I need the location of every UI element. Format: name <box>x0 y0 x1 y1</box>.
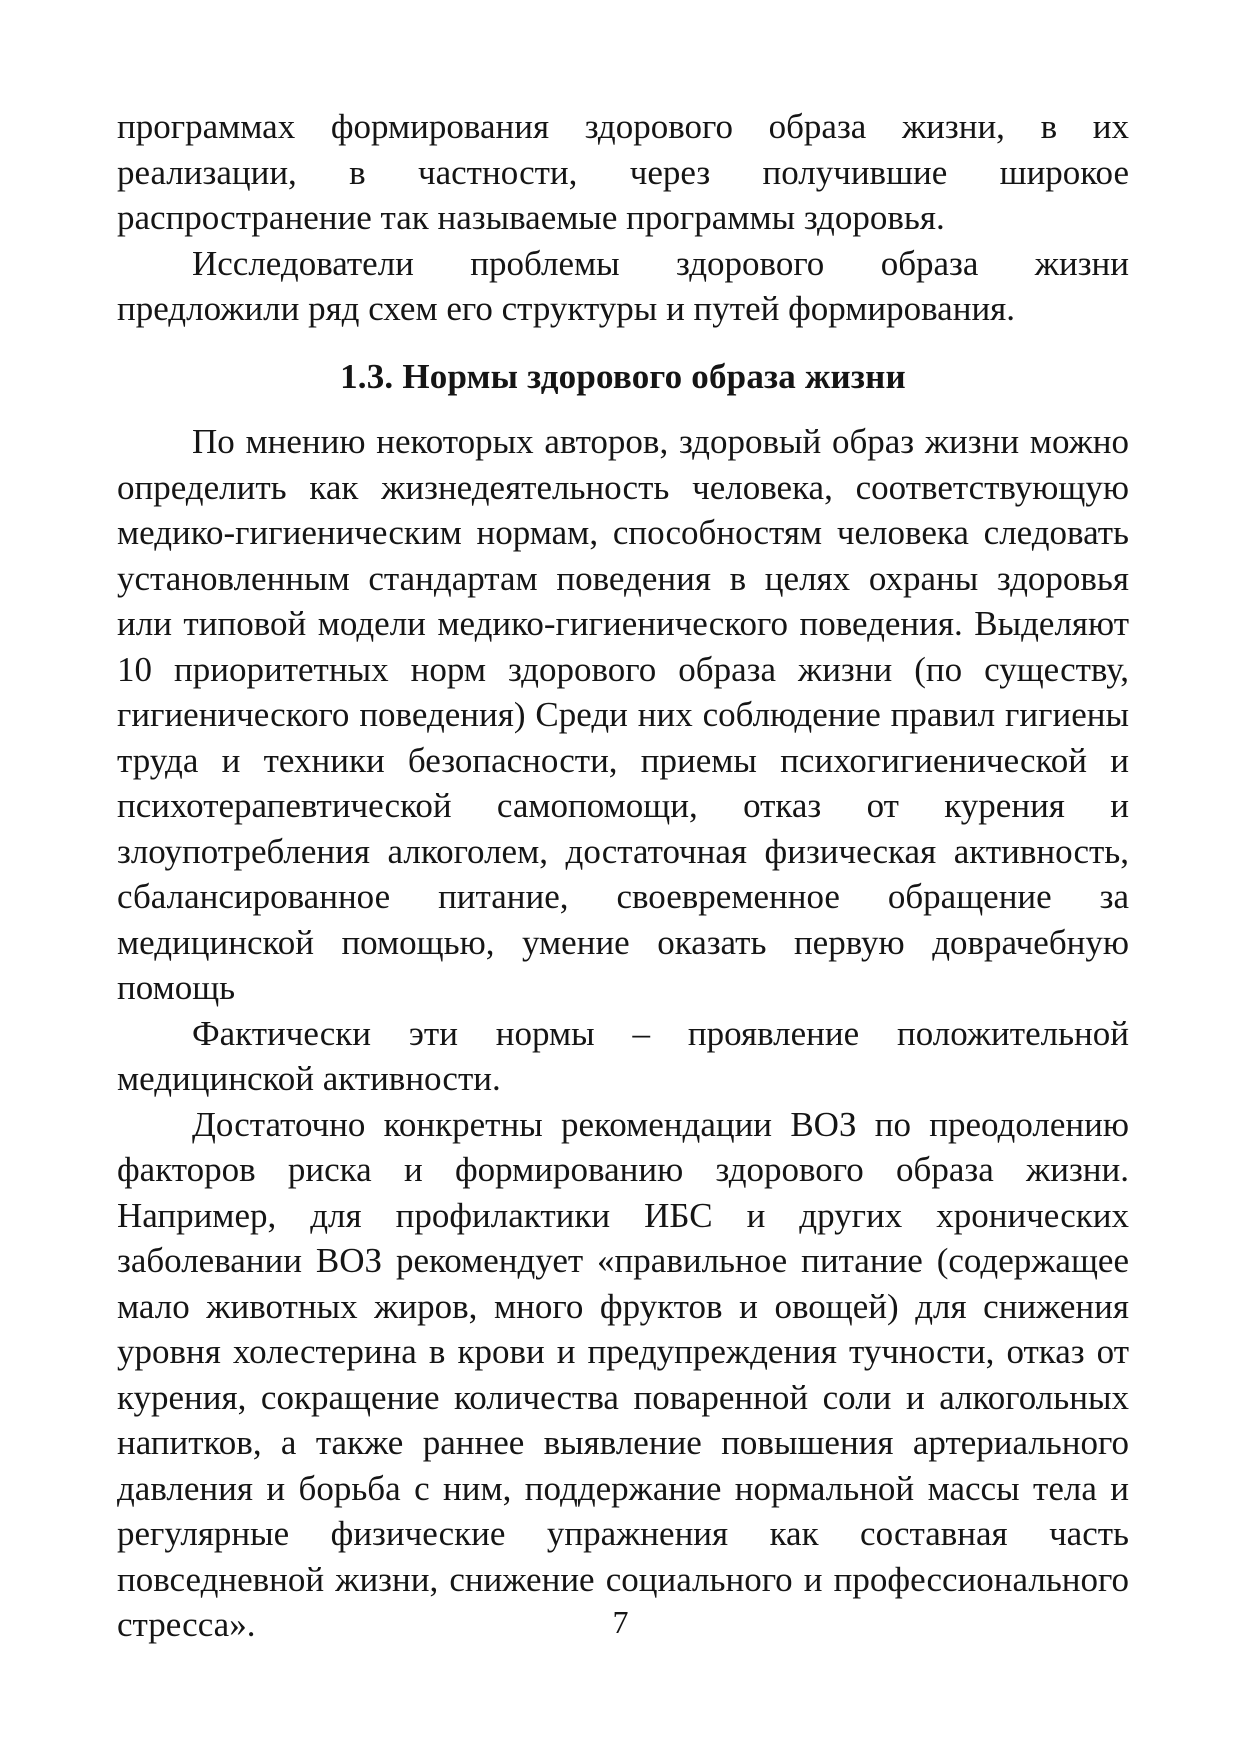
paragraph-continuation: программах формирования здорового образа жизни, в их реализации, в частности, через получившие широкое распространение так называемые программы здоровья. <box>117 107 1129 237</box>
page-body <box>117 104 1129 1648</box>
paragraph-activity: Фактически эти нормы – проявление положительной медицинской активности. <box>117 1013 1129 1098</box>
paragraph-who-recommendations: Достаточно конкретны рекомендации ВОЗ по преодолению факторов риска и формированию здорового образа жизни. Например, для профилактики ИБС и других хронических заболевании ВОЗ рекомендует «правильное питание (содержащее мало животных жиров, много фруктов и овощей) для снижения уровня холестерина в крови и предупреждения тучности, отказ от курения, сокращение количества поваренной соли и алкогольных напитков, а также раннее выявление повышения артериального давления и борьба с ним, поддержание нормальной массы тела и регулярные физические упражнения как составная часть повседневной жизни, снижение социального и профессионального стресса». <box>117 1104 1129 1644</box>
page-number: 7 <box>612 1604 629 1640</box>
section-heading: 1.3. Нормы здорового образа жизни <box>340 356 906 396</box>
paragraph-researchers: Исследователи проблемы здорового образа жизни предложили ряд схем его структуры и путей формирования. <box>117 243 1129 328</box>
paragraph-norms: По мнению некоторых авторов, здоровый образ жизни можно определить как жизнедеятельность человека, соответствующую медико-гигиеническим нормам, способностям человека следовать установленным стандартам поведения в целях охраны здоровья или типовой модели медико-гигиенического поведения. Выделяют 10 приоритетных норм здорового образа жизни (по существу, гигиенического поведения) Среди них соблюдение правил гигиены труда и техники безопасности, приемы психогигиенической и психотерапевтической самопомощи, отказ от курения и злоупотребления алкоголем, достаточная физическая активность, сбалансированное питание, своевременное обращение за медицинской помощью, умение оказать первую доврачебную помощь <box>117 422 1129 1007</box>
